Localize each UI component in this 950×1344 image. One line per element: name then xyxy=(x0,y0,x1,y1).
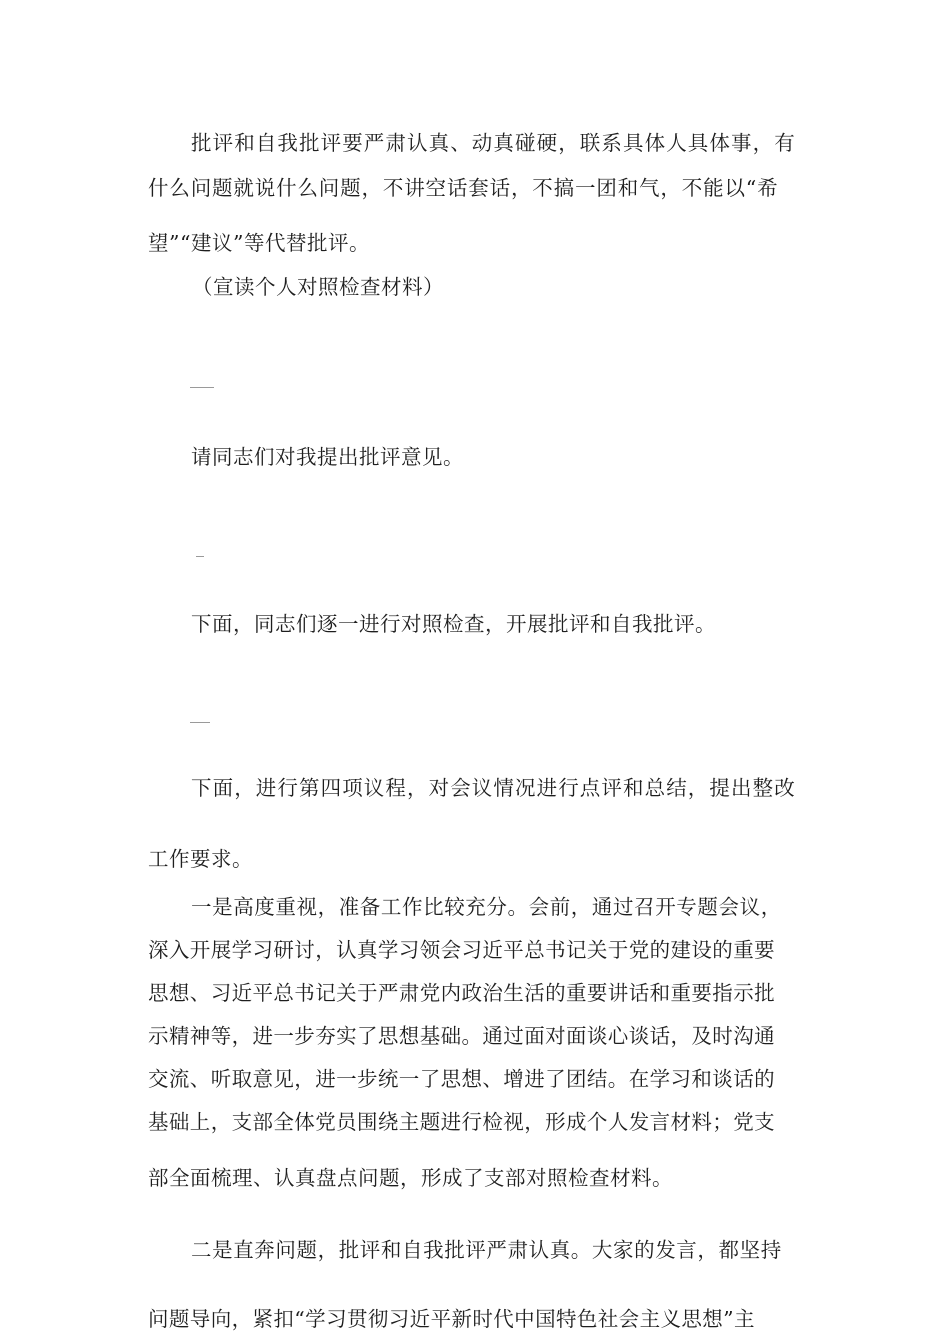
paragraph-line: 望”“建议”等代替批评。 xyxy=(148,231,370,255)
paragraph-line: 思想、习近平总书记关于严肃党内政治生活的重要讲话和重要指示批 xyxy=(148,981,775,1005)
paragraph-line: 下面，进行第四项议程，对会议情况进行点评和总结，提出整改 xyxy=(191,776,796,800)
paragraph-line: 请同志们对我提出批评意见。 xyxy=(191,445,464,469)
separator-mark xyxy=(190,722,210,723)
separator-mark xyxy=(190,387,214,388)
paragraph-line: 一是高度重视，准备工作比较充分。会前，通过召开专题会议， xyxy=(191,895,782,919)
paragraph-line: （宣读个人对照检查材料） xyxy=(192,275,444,299)
paragraph-line: 二是直奔问题，批评和自我批评严肃认真。大家的发言，都坚持 xyxy=(191,1238,782,1262)
paragraph-line: 下面，同志们逐一进行对照检查，开展批评和自我批评。 xyxy=(191,612,716,636)
paragraph-line: 交流、听取意见，进一步统一了思想、增进了团结。在学习和谈话的 xyxy=(148,1067,775,1091)
paragraph-line: 深入开展学习研讨，认真学习领会习近平总书记关于党的建设的重要 xyxy=(148,938,775,962)
paragraph-line: 批评和自我批评要严肃认真、动真碰硬，联系具体人具体事，有 xyxy=(191,131,796,155)
separator-mark xyxy=(196,556,204,557)
paragraph-line: 问题导向，紧扣“学习贯彻习近平新时代中国特色社会主义思想”主 xyxy=(148,1307,755,1331)
paragraph-line: 部全面梳理、认真盘点问题，形成了支部对照检查材料。 xyxy=(148,1166,673,1190)
paragraph-line: 示精神等，进一步夯实了思想基础。通过面对面谈心谈话，及时沟通 xyxy=(148,1024,775,1048)
paragraph-line: 基础上，支部全体党员围绕主题进行检视，形成个人发言材料；党支 xyxy=(148,1110,775,1134)
paragraph-line: 什么问题就说什么问题，不讲空话套话，不搞一团和气，不能以“希 xyxy=(148,176,779,200)
paragraph-line: 工作要求。 xyxy=(148,847,253,871)
